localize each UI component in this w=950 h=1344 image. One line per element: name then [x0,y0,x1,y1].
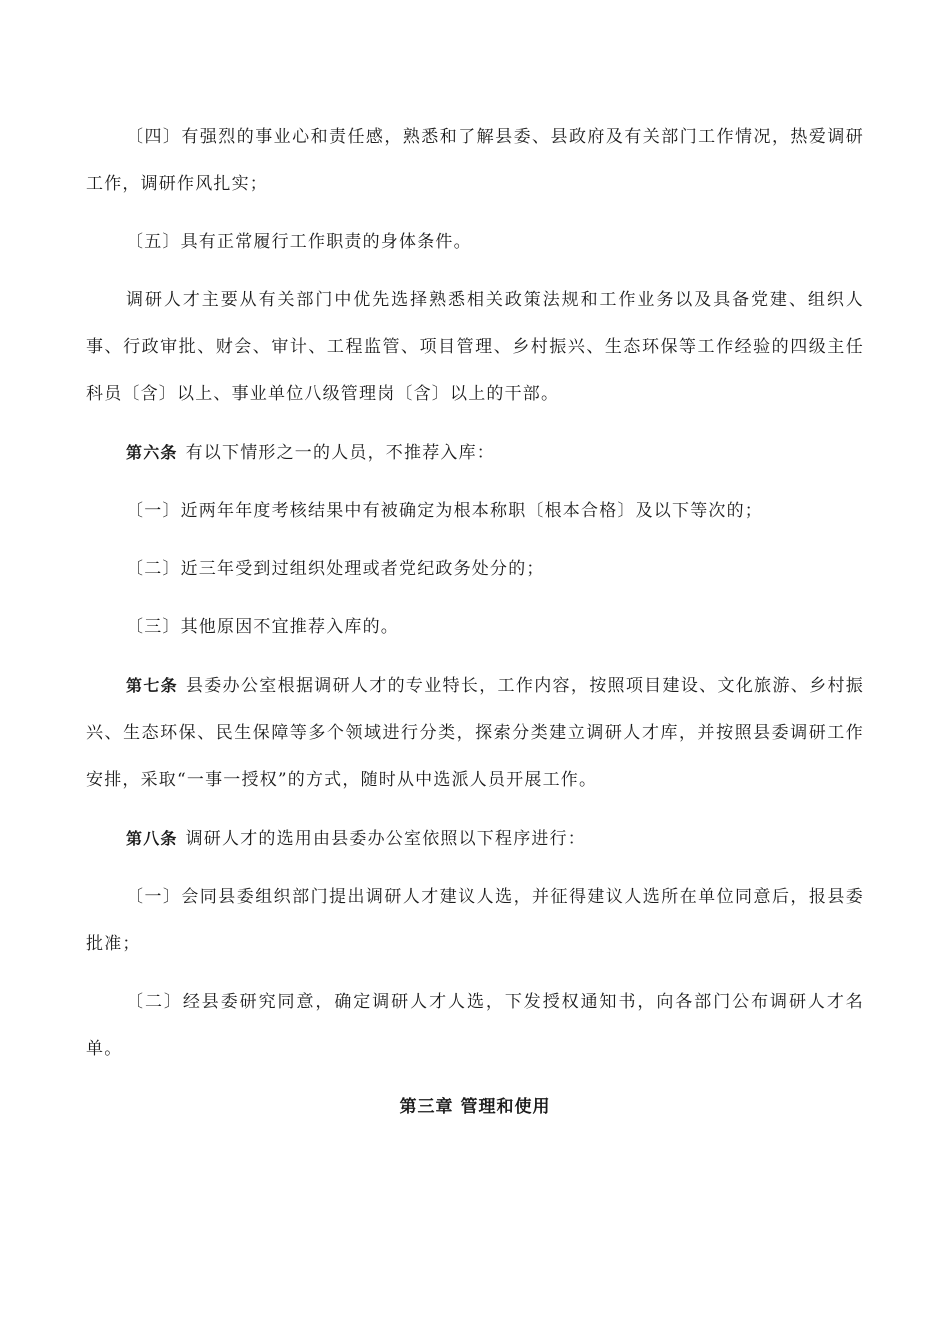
article-number: 第六条 [126,443,178,462]
paragraph-clause-5 [86,219,864,266]
paragraph-text: 〔三〕其他原因不宜推荐入库的。 [126,617,399,637]
paragraph-item-2 [86,546,864,593]
paragraph-talent-source [86,277,864,418]
paragraph-text: 调研人才主要从有关部门中优先选择熟悉相关政策法规和工作业务以及具备党建、组织人事、行政审批、财会、审计、工程监管、项目管理、乡村振兴、生态环保等工作经验的四级主任科员〔含〕以上、事业单位八级管理岗〔含〕以上的干部。 [86,290,864,404]
paragraph-text: 〔二〕经县委研究同意，确定调研人才人选，下发授权通知书，向各部门公布调研人才名单。 [86,992,864,1059]
paragraph-item-1 [86,488,864,535]
paragraph-text: 〔一〕会同县委组织部门提出调研人才建议人选，并征得建议人选所在单位同意后，报县委批准； [86,887,864,954]
paragraph-text: 〔二〕近三年受到过组织处理或者党纪政务处分的； [126,559,545,579]
article-number: 第八条 [126,829,178,848]
paragraph-text: 〔五〕具有正常履行工作职责的身体条件。 [126,232,472,252]
document-page [86,114,864,1131]
article-number: 第七条 [126,676,178,695]
paragraph-text: 〔一〕近两年年度考核结果中有被确定为根本称职〔根本合格〕及以下等次的； [126,501,763,521]
paragraph-text: 调研人才的选用由县委办公室依照以下程序进行： [185,829,587,849]
paragraph-item-3 [86,604,864,651]
paragraph-text: 县委办公室根据调研人才的专业特长，工作内容，按照项目建设、文化旅游、乡村振兴、生态环保、民生保障等多个领域进行分类，探索分类建立调研人才库，并按照县委调研工作安排，采取“一事一授权”的方式，随时从中选派人员开展工作。 [86,676,864,790]
paragraph-procedure-2 [86,979,864,1073]
chapter-title: 第三章 管理和使用 [399,1097,551,1117]
paragraph-article-6 [86,429,864,477]
paragraph-text: 有以下情形之一的人员，不推荐入库： [185,443,496,463]
paragraph-text: 〔四〕有强烈的事业心和责任感，熟悉和了解县委、县政府及有关部门工作情况，热爱调研工作，调研作风扎实； [86,127,864,194]
paragraph-article-8 [86,815,864,863]
paragraph-article-7 [86,662,864,804]
paragraph-clause-4 [86,114,864,208]
paragraph-procedure-1 [86,874,864,968]
